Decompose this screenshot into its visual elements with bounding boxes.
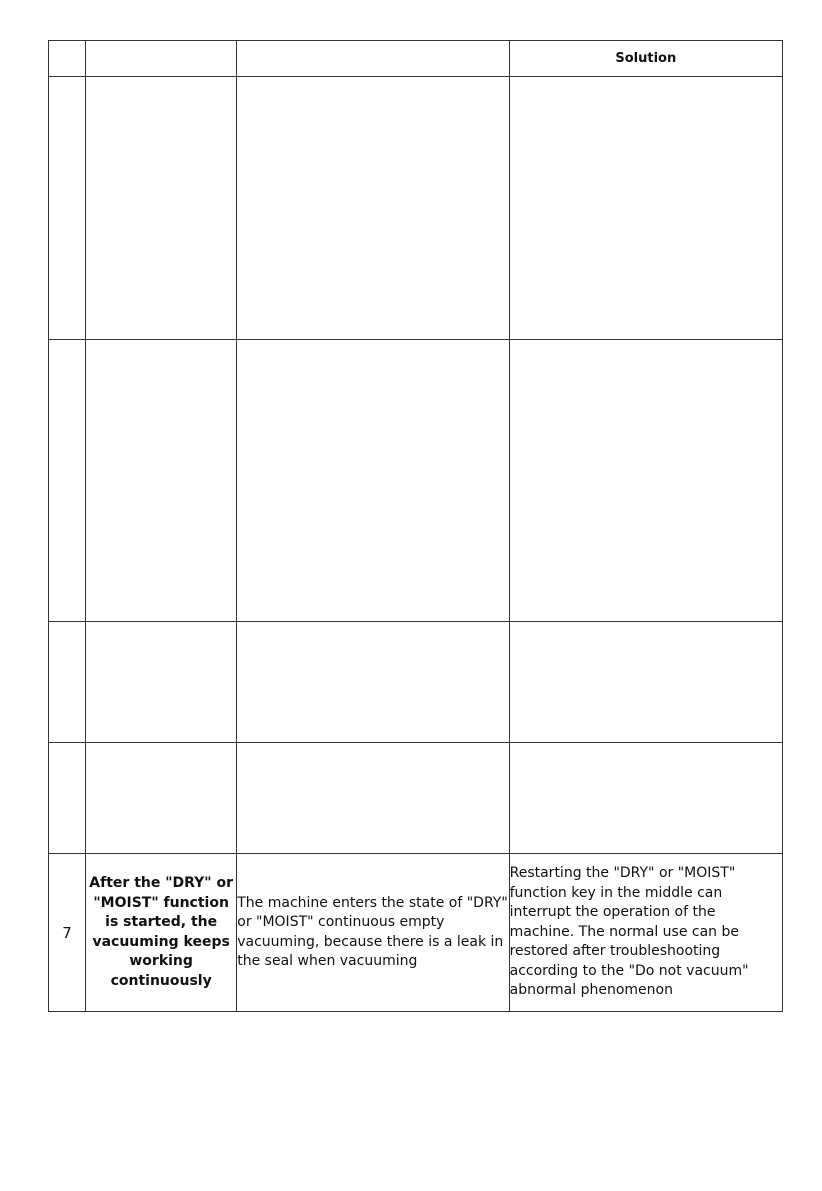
fault-cell [86,340,237,622]
solution-cell [509,622,782,743]
table-row [49,340,783,622]
header-fault-cell [86,41,237,77]
header-solution-cell: Solution [509,41,782,77]
cause-cell [237,340,509,622]
header-number-cell [49,41,86,77]
row-number-cell: 7 [49,854,86,1012]
fault-cell [86,77,237,340]
table-row [49,622,783,743]
row-number-cell [49,77,86,340]
table-row [49,743,783,854]
table-row [49,854,783,1012]
solution-cell [509,340,782,622]
header-cause-cell [237,41,509,77]
cause-cell [237,622,509,743]
solution-cell: Restarting the "DRY" or "MOIST" function key in the middle can interrupt the operation of the machine. The normal use can be restored after troubleshooting according to the "Do not vacuum" abnormal phenomenon [509,854,782,1012]
table-header-row [49,41,783,77]
cause-cell [237,743,509,854]
fault-cell: After the "DRY" or "MOIST" function is started, the vacuuming keeps working continuously [86,854,237,1012]
solution-cell [509,743,782,854]
troubleshooting-table [48,40,783,1012]
fault-cell [86,743,237,854]
row-number-cell [49,340,86,622]
row-number-cell [49,743,86,854]
cause-cell: The machine enters the state of "DRY" or "MOIST" continuous empty vacuuming, because there is a leak in the seal when vacuuming [237,854,509,1012]
row-number-cell [49,622,86,743]
cause-cell [237,77,509,340]
fault-cell [86,622,237,743]
solution-cell [509,77,782,340]
table-row [49,77,783,340]
